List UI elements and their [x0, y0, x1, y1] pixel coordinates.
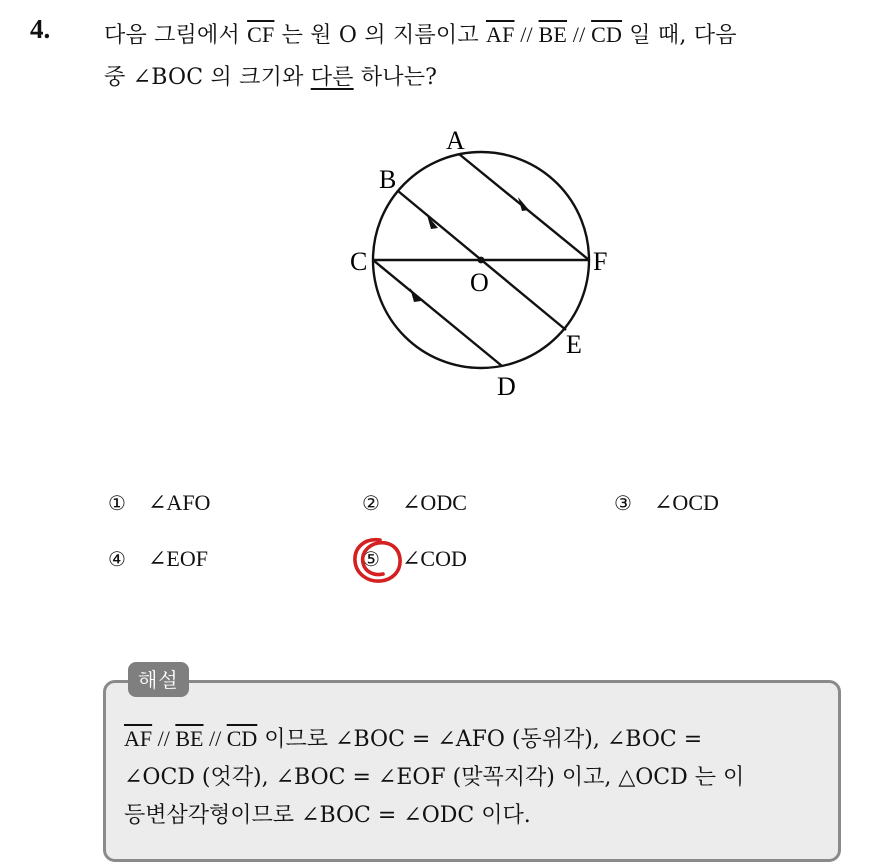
label-a: A: [446, 126, 465, 155]
option-4[interactable]: [108, 546, 208, 572]
option-number: ①: [108, 491, 126, 515]
option-3[interactable]: [614, 490, 719, 516]
label-o: O: [470, 268, 489, 297]
label-d: D: [497, 372, 516, 401]
solution-tag: 해설: [128, 662, 189, 697]
option-number: ⑤: [362, 547, 380, 571]
option-text: ∠ODC: [402, 490, 467, 515]
center-point: [478, 257, 485, 264]
question-text: 다음 그림에서: [104, 23, 248, 48]
label-c: C: [350, 247, 368, 276]
option-2[interactable]: [362, 490, 467, 516]
option-text: ∠AFO: [148, 490, 211, 515]
segment-cd: $\overline{CD}$: [591, 22, 623, 47]
solution-line-3: 등변삼각형이므로 ∠BOC = ∠ODC 이다.: [124, 803, 531, 828]
segment-be: $\overline{BE}$: [175, 726, 204, 751]
option-number: ③: [614, 491, 632, 515]
option-text: ∠OCD: [654, 490, 719, 515]
parallel-symbol: //: [203, 726, 227, 751]
parallel-symbol: //: [514, 22, 539, 47]
parallel-symbol: //: [567, 22, 592, 47]
question-text: 일 때, 다음: [622, 23, 737, 48]
segment-cf: $\overline{CF}$: [247, 22, 275, 47]
option-number: ②: [362, 491, 380, 515]
segment-af: $\overline{AF}$: [124, 726, 153, 751]
label-f: F: [593, 247, 608, 276]
question-text: 하나는?: [353, 65, 438, 90]
solution-line-1: [124, 722, 702, 753]
question-number: 4.: [30, 14, 51, 44]
parallel-symbol: //: [152, 726, 176, 751]
option-text: ∠EOF: [148, 546, 208, 571]
answer-circle-mark: [350, 536, 406, 586]
option-number: ④: [108, 547, 126, 571]
segment-cd: $\overline{CD}$: [226, 726, 258, 751]
label-b: B: [379, 165, 397, 194]
question-text-line-1: [104, 18, 737, 49]
solution-line-2: ∠OCD (엇각), ∠BOC = ∠EOF (맞꼭지각) 이고, △OCD 는 이: [124, 765, 745, 790]
segment-af: $\overline{AF}$: [485, 22, 515, 47]
option-text: ∠COD: [402, 546, 467, 571]
option-1[interactable]: [108, 490, 210, 516]
solution-text: 이므로 ∠BOC = ∠AFO (동위각), ∠BOC =: [257, 727, 703, 752]
question-text: 중 ∠BOC 의 크기와: [104, 65, 311, 90]
question-text-line-2: [104, 60, 437, 91]
circle-figure: [330, 120, 630, 410]
segment-be: $\overline{BE}$: [538, 22, 568, 47]
arrow-head: [410, 288, 421, 302]
question-text: 는 원 O 의 지름이고: [274, 23, 486, 48]
label-e: E: [566, 330, 582, 359]
underlined-word: 다른: [310, 65, 354, 90]
